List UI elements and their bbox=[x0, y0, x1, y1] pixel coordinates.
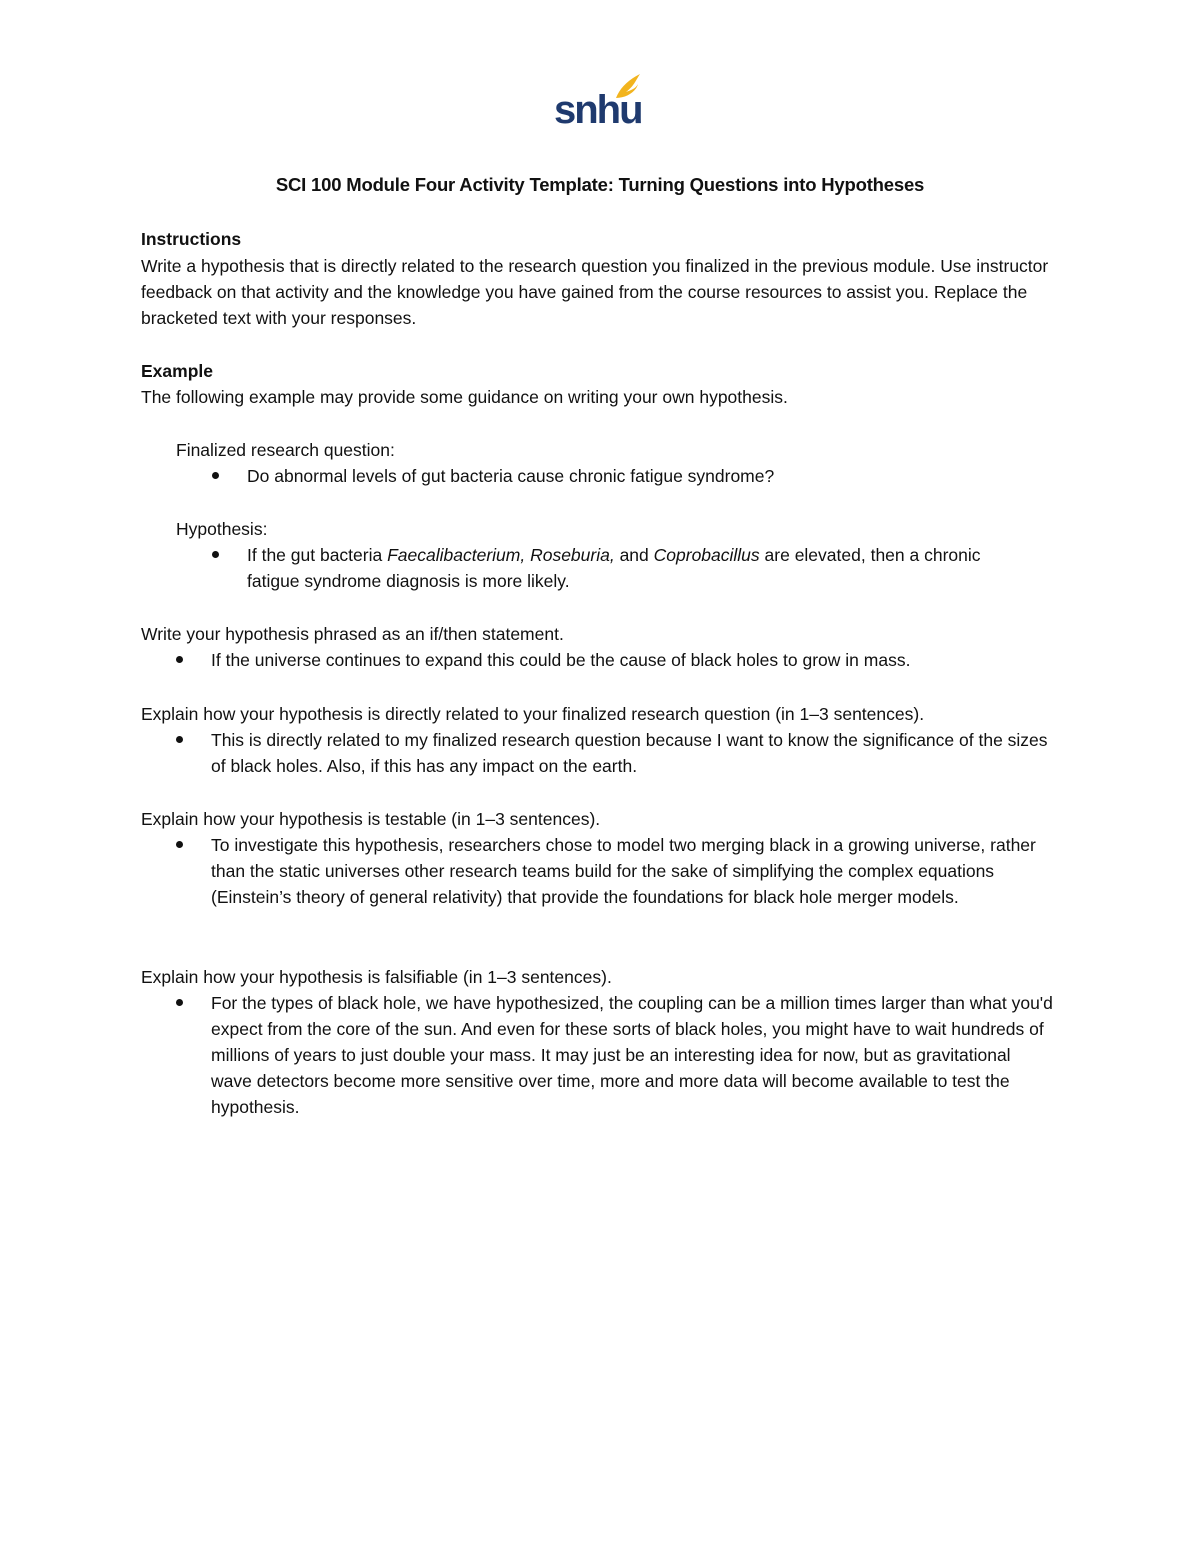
answer-list-2 bbox=[175, 727, 1055, 779]
snhu-logo bbox=[554, 72, 644, 136]
hypothesis-text-2: and bbox=[614, 545, 654, 565]
answer-list-1 bbox=[175, 647, 1055, 673]
section-answer-3: To investigate this hypothesis, researchers chose to model two merging black in a growing universe, rather than the static universes other research teams build for the sake of simplifying the complex equations (Einstein’s theory of general relativity) that provide the foundations for black hole merger models. bbox=[211, 835, 1036, 907]
logo-wordmark: snhu bbox=[554, 88, 642, 132]
list-item bbox=[175, 990, 1055, 1120]
question-list bbox=[211, 463, 1021, 489]
example-heading: Example bbox=[141, 361, 213, 381]
hypothesis-italic-1: Faecalibacterium, Roseburia, bbox=[387, 545, 615, 565]
list-item bbox=[211, 463, 1021, 489]
question-bullet: Do abnormal levels of gut bacteria cause chronic fatigue syndrome? bbox=[247, 466, 775, 486]
bullet-icon bbox=[176, 736, 183, 743]
section-prompt-1: Write your hypothesis phrased as an if/then statement. bbox=[141, 624, 564, 644]
hypothesis-text-3: are elevated, then a chronic fatigue syndrome diagnosis is more likely. bbox=[247, 545, 981, 591]
bullet-icon bbox=[176, 656, 183, 663]
bullet-icon bbox=[176, 999, 183, 1006]
list-item bbox=[175, 832, 1055, 910]
page-title: SCI 100 Module Four Activity Template: Turning Questions into Hypotheses bbox=[275, 174, 925, 195]
hypothesis-label: Hypothesis: bbox=[176, 519, 268, 539]
section-answer-2: This is directly related to my finalized research question because I want to know the significance of the sizes of black holes. Also, if this has any impact on the earth. bbox=[211, 730, 1048, 776]
bullet-icon bbox=[212, 551, 219, 558]
list-item bbox=[175, 647, 1055, 673]
answer-list-3 bbox=[175, 832, 1055, 910]
hypothesis-italic-2: Coprobacillus bbox=[653, 545, 760, 565]
hypothesis-list bbox=[211, 542, 1021, 594]
answer-list-4 bbox=[175, 990, 1055, 1120]
bullet-icon bbox=[212, 472, 219, 479]
question-label: Finalized research question: bbox=[176, 440, 395, 460]
section-answer-1: If the universe continues to expand this could be the cause of black holes to grow in mass. bbox=[211, 650, 911, 670]
section-prompt-4: Explain how your hypothesis is falsifiable (in 1–3 sentences). bbox=[141, 967, 612, 987]
section-answer-4: For the types of black hole, we have hypothesized, the coupling can be a million times larger than what you'd expect from the core of the sun. And even for these sorts of black holes, you might have to wait hundreds of millions of years to just double your mass. It may just be an interesting idea for now, but as gravitational wave detectors become more sensitive over time, more and more data will become available to test the hypothesis. bbox=[211, 993, 1053, 1117]
section-prompt-3: Explain how your hypothesis is testable (in 1–3 sentences). bbox=[141, 809, 601, 829]
list-item bbox=[211, 542, 1021, 594]
instructions-heading: Instructions bbox=[141, 229, 242, 249]
list-item bbox=[175, 727, 1055, 779]
example-intro: The following example may provide some guidance on writing your own hypothesis. bbox=[141, 387, 788, 407]
hypothesis-text-1: If the gut bacteria bbox=[247, 545, 388, 565]
section-prompt-2: Explain how your hypothesis is directly related to your finalized research question (in 1–3 sentences). bbox=[141, 704, 925, 724]
bullet-icon bbox=[176, 841, 183, 848]
instructions-text: Write a hypothesis that is directly related to the research question you finalized in the previous module. Use instructor feedback on that activity and the knowledge you have gained from the course resources to assist you. Replace the bracketed text with your responses. bbox=[141, 256, 1049, 328]
